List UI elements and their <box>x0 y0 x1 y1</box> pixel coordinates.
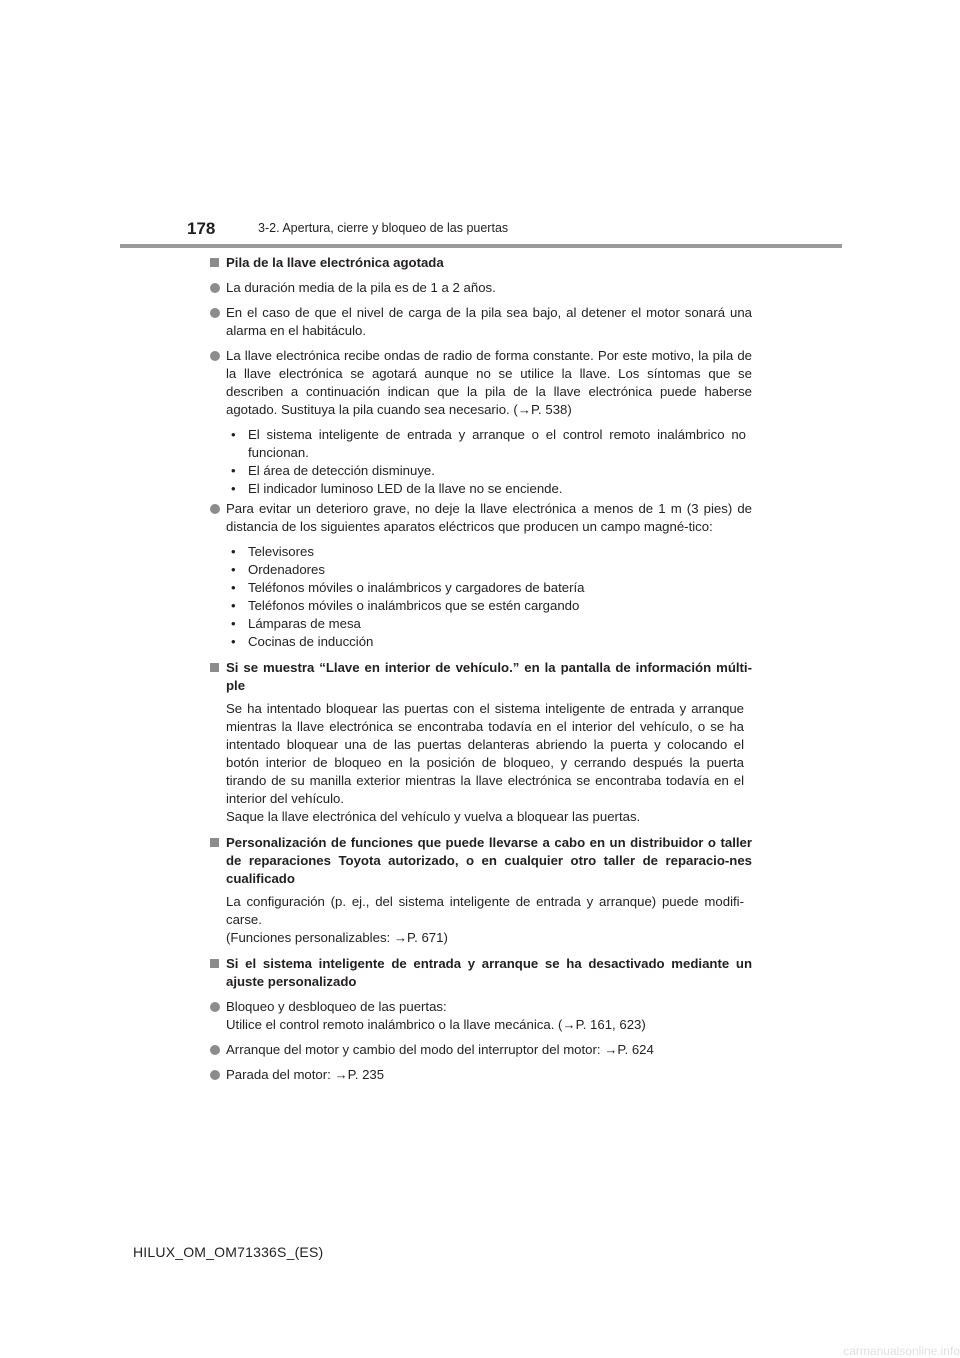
section-body <box>210 700 752 826</box>
sub-list-item <box>226 426 752 462</box>
section-title <box>210 834 752 888</box>
round-bullet-icon <box>210 308 220 318</box>
list-item <box>210 279 752 297</box>
list-item <box>210 347 752 419</box>
sub-list-item <box>226 462 752 480</box>
list-item-text: Arranque del motor y cambio del modo del interruptor del motor: →P. 624 <box>226 1042 654 1057</box>
list-item <box>210 500 752 536</box>
square-bullet-icon <box>210 838 219 847</box>
bullet-icon: • <box>231 427 236 442</box>
watermark: carmanualsonline.info <box>843 1344 960 1358</box>
bullet-icon: • <box>231 598 236 613</box>
square-bullet-icon <box>210 663 219 672</box>
body-text: (Funciones personalizables: →P. 671) <box>226 930 448 945</box>
section-title <box>210 659 752 695</box>
sub-list-item <box>226 480 752 498</box>
round-bullet-icon <box>210 283 220 293</box>
header-rule <box>120 244 842 248</box>
section-title <box>210 254 752 272</box>
sub-list-item-text: El sistema inteligente de entrada y arranque o el control remoto inalámbrico no funcionan. <box>248 427 746 460</box>
footer-code: HILUX_OM_OM71336S_(ES) <box>133 1244 324 1260</box>
section-title-text: Si se muestra “Llave en interior de vehículo.” en la pantalla de información múlti-ple <box>226 660 752 693</box>
list-item-text: Utilice el control remoto inalámbrico o la llave mecánica. (→P. 161, 623) <box>226 1017 646 1032</box>
device-list <box>210 543 752 651</box>
page-number: 178 <box>187 219 216 238</box>
list-item-text: Bloqueo y desbloqueo de las puertas: <box>226 999 447 1014</box>
sub-list-item-text: Cocinas de inducción <box>248 634 374 649</box>
list-item <box>210 1041 752 1059</box>
bullet-icon: • <box>231 463 236 478</box>
chapter-title: 3-2. Apertura, cierre y bloqueo de las puertas <box>258 221 509 235</box>
bullet-icon: • <box>231 562 236 577</box>
bullet-icon: • <box>231 634 236 649</box>
section-title-text: Pila de la llave electrónica agotada <box>226 255 444 270</box>
sub-list-item-text: Ordenadores <box>248 562 325 577</box>
section-body <box>210 893 752 947</box>
bullet-icon: • <box>231 544 236 559</box>
bullet-icon: • <box>231 616 236 631</box>
sub-list-item <box>226 597 752 615</box>
bullet-icon: • <box>231 580 236 595</box>
body-text: La configuración (p. ej., del sistema inteligente de entrada y arranque) puede modifi-carse. <box>226 894 744 927</box>
list-item-text: Para evitar un deterioro grave, no deje la llave electrónica a menos de 1 m (3 pies) de distancia de los siguientes aparatos eléctricos que producen un campo magné-tico: <box>226 501 752 534</box>
list-item <box>210 304 752 340</box>
sub-list-item-text: El área de detección disminuye. <box>248 463 435 478</box>
sub-list-item <box>226 633 752 651</box>
square-bullet-icon <box>210 959 219 968</box>
sub-list-item <box>226 615 752 633</box>
list-item-text: Parada del motor: →P. 235 <box>226 1067 385 1082</box>
list-item-text: La duración media de la pila es de 1 a 2 años. <box>226 280 496 295</box>
round-bullet-icon <box>210 351 220 361</box>
list-item <box>210 998 752 1034</box>
sub-list-item <box>226 561 752 579</box>
round-bullet-icon <box>210 504 220 514</box>
section-title <box>210 955 752 991</box>
list-item-text: La llave electrónica recibe ondas de radio de forma constante. Por este motivo, la pila de la llave electrónica se agotará aunque no se utilice la llave. Los síntomas que se describen a continuación indican que la pila de la llave electrónica puede haberse agotado. Sustituya la pila cuando sea necesario. (→P. 538) <box>226 348 752 417</box>
sub-list-item <box>226 579 752 597</box>
page-content <box>210 254 752 1084</box>
sub-list-item-text: Televisores <box>248 544 314 559</box>
sub-list-item <box>226 543 752 561</box>
sub-list-item-text: Teléfonos móviles o inalámbricos que se estén cargando <box>248 598 580 613</box>
round-bullet-icon <box>210 1070 220 1080</box>
bullet-icon: • <box>231 481 236 496</box>
list-item <box>210 1066 752 1084</box>
section-title-text: Personalización de funciones que puede llevarse a cabo en un distribuidor o taller de reparaciones Toyota autorizado, o en cualquier otro taller de reparacio-nes cualificado <box>226 835 752 886</box>
sub-list-item-text: Teléfonos móviles o inalámbricos y cargadores de batería <box>248 580 585 595</box>
body-text: Saque la llave electrónica del vehículo y vuelva a bloquear las puertas. <box>226 809 641 824</box>
body-text: Se ha intentado bloquear las puertas con el sistema inteligente de entrada y arranque mientras la llave electrónica se encontraba todavía en el interior del vehículo, o se ha intentado bloquear una de las puertas delanteras abriendo la puerta y colocando el botón interior de bloqueo en la posición de bloqueo, y cerrando después la puerta tirando de su manilla exterior mientras la llave electrónica se encontraba todavía en el interior del vehículo. <box>226 701 744 806</box>
list-item-text: En el caso de que el nivel de carga de la pila sea bajo, al detener el motor sonará una alarma en el habitáculo. <box>226 305 752 338</box>
sub-list-item-text: El indicador luminoso LED de la llave no se enciende. <box>248 481 563 496</box>
round-bullet-icon <box>210 1045 220 1055</box>
section-title-text: Si el sistema inteligente de entrada y arranque se ha desactivado mediante un ajuste personalizado <box>226 956 752 989</box>
sub-list-item-text: Lámparas de mesa <box>248 616 361 631</box>
symptom-list <box>210 426 752 498</box>
square-bullet-icon <box>210 258 219 267</box>
round-bullet-icon <box>210 1002 220 1012</box>
